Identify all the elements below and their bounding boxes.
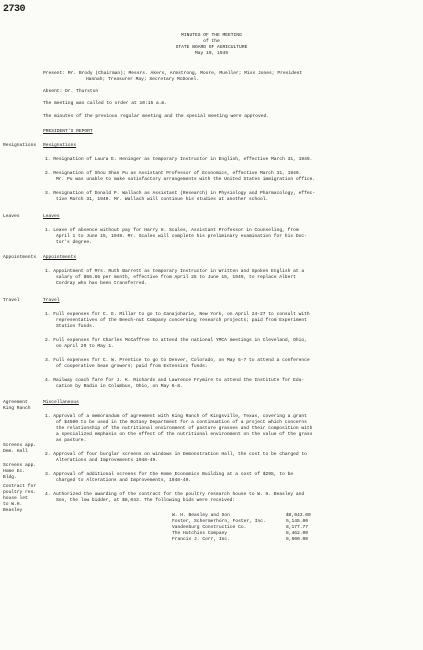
resignation-item-3-cont: tive March 31, 1949. Mr. Wallach will continue his studies at another school.	[56, 197, 269, 202]
resignation-item-1: 1. Resignation of Laura E. Heninger as temporary Instructor in English, effective March 31, 1949.	[45, 157, 313, 162]
called-to-order: The meeting was called to order at 10:15 a.m.	[43, 101, 168, 106]
misc-item-1-cont: of $4500 to be used in the Botany Department for a continuation of a project which concerns	[56, 420, 307, 425]
misc-item-1-cont4: as pasture.	[56, 438, 87, 443]
section-miscellaneous: Miscellaneous	[43, 400, 79, 405]
margin-agreement: Agreement	[3, 400, 28, 405]
report-title: PRESIDENT'S REPORT	[43, 129, 93, 134]
margin-leaves: Leaves	[3, 214, 20, 219]
margin-to-wh: to W.H.	[3, 502, 23, 507]
margin-screens-dem: Screens app.	[3, 443, 37, 448]
meeting-date: May 19, 1949	[194, 51, 229, 56]
present-line-2: Hannah; Treasurer May; Secretary McDonel.	[86, 77, 200, 82]
minutes-title-of: of the	[203, 39, 220, 44]
minutes-approved: The minutes of the previous regular meeting and the special meeting were approved.	[43, 114, 270, 119]
travel-item-3-cont: of cooperative bean growers; paid from Extension funds.	[56, 364, 208, 369]
margin-resignations: Resignations	[3, 143, 37, 148]
leave-item-1: 1. Leave of absence without pay for Harry H. Scales, Assistant Professor in Counseling, from	[45, 228, 299, 233]
margin-home-ec: Home Ec.	[3, 469, 26, 474]
bid-name: Francis J. Corr, Inc.	[172, 537, 230, 542]
margin-contract: Contract for	[3, 484, 37, 489]
appointment-item-1: 1. Appointment of Mrs. Ruth Barrett as temporary Instructor in Written and Spoken English at a	[45, 269, 305, 274]
margin-dem-hall: Dem. Hall	[3, 449, 28, 454]
section-leaves: Leaves	[43, 214, 60, 219]
travel-item-2: 2. Full expenses for Charles McCaffree to attend the national YMCA meetings in Cleveland, Ohio,	[45, 338, 307, 343]
margin-bldg: Bldg.	[3, 475, 17, 480]
travel-item-3: 3. Full expenses for C. W. Prentice to go to Denver, Colorado, on May 5-7 to attend a conference	[45, 358, 310, 363]
bid-name: Foster, Schermerhorn, Foster, Inc.	[172, 519, 266, 524]
leave-item-1-cont2: tor's degree.	[56, 240, 92, 245]
leave-item-1-cont: April 1 to June 15, 1949. Mr. Scales will complete his preliminary examination for his Doc-	[56, 234, 307, 239]
board-name: STATE BOARD OF AGRICULTURE	[175, 45, 248, 50]
travel-item-1: 1. Full expenses for C. E. Millar to go to Canajoharie, New York, on April 24-27 to consult with	[45, 312, 310, 317]
margin-king-ranch: King Ranch	[3, 406, 31, 411]
resignation-item-2: 2. Resignation of Shou Shan Pu as Assistant Professor of Economics, effective March 31, 1949.	[45, 171, 302, 176]
page-number: 2730	[3, 4, 26, 15]
misc-item-1-cont3: a specialized emphasis on the effect of the nutritional environment on the value of the grass	[56, 432, 313, 437]
appointment-item-1-cont: salary of $66.66 per month, effective from April 25 to June 15, 1949, to replace Albert	[56, 275, 296, 280]
travel-item-2-cont: on April 29 to May 1.	[56, 344, 114, 349]
travel-item-1-cont: representatives of the Beech-nut Company concerning research projects; paid from Experiment	[56, 318, 307, 323]
misc-item-2: 2. Approval of four burglar screens on windows in Demonstration Hall, the cost to be charged to	[45, 452, 307, 457]
margin-travel: Travel	[3, 298, 20, 303]
section-resignations: Resignations	[43, 143, 77, 148]
bid-amount: 5,145.00	[286, 519, 309, 524]
margin-beasley: Beasley	[3, 508, 23, 513]
travel-item-4-cont: cation by Radio in Columbus, Ohio, on May 6-8.	[56, 384, 183, 389]
bid-amount: 8,462.00	[286, 531, 309, 536]
section-appointments: Appointments	[43, 255, 77, 260]
bid-name: The Hutchins Company	[172, 531, 228, 536]
bid-name: Vandenburg Construction Co.	[172, 525, 247, 530]
misc-item-4-cont: Son, the low bidder, at $8,043. The following bids were received:	[56, 498, 236, 503]
travel-item-4: 4. Railway coach fare for J. K. Richards and Lawrence Frymire to attend the Institute for Edu-	[45, 378, 305, 383]
margin-house-let: house let	[3, 496, 28, 501]
misc-item-3: 3. Approval of additional screens for the Home Economics Building at a cost of $295, to be	[45, 472, 294, 477]
resignation-item-3: 3. Resignation of Donald P. Wallach as Assistant (Research) in Physiology and Pharmacology, effec-	[45, 191, 316, 196]
bid-amount: $8,043.00	[286, 513, 311, 518]
misc-item-3-cont: charged to Alterations and Improvements, 1948-49.	[56, 478, 192, 483]
resignation-item-2-cont: Mr. Pu was unable to make satisfactory arrangements with the United States immigration office.	[56, 177, 316, 182]
margin-poultry: poultry res.	[3, 490, 37, 495]
bid-name: W. H. Beasley and Son	[172, 513, 230, 518]
misc-item-4: 4. Authorized the awarding of the contract for the poultry research house to W. H. Beasley and	[45, 492, 305, 497]
misc-item-2-cont: Alterations and Improvements 1948-49.	[56, 458, 158, 463]
minutes-title: MINUTES OF THE MEETING	[181, 33, 242, 38]
misc-item-1: 1. Approval of a memorandum of agreement with King Ranch of Kingsville, Texas, covering a grant	[45, 414, 307, 419]
present-line-1: Present: Mr. Brody (Chairman); Messrs. Akers, Armstrong, Moore, Mueller; Miss Jones; President	[43, 71, 303, 76]
bid-amount: 8,177.77	[286, 525, 309, 530]
bid-amount: 8,600.00	[286, 537, 309, 542]
travel-item-1-cont2: Station funds.	[56, 324, 95, 329]
margin-screens-home: Screens app.	[3, 463, 37, 468]
misc-item-1-cont2: the relationship of the nutritional environment of pasture grasses and their composition with	[56, 426, 313, 431]
section-travel: Travel	[43, 298, 60, 303]
margin-appointments: Appointments	[3, 255, 37, 260]
absent-line: Absent: Dr. Thurston	[43, 89, 99, 94]
appointment-item-1-cont2: Cordray who has been transferred.	[56, 281, 147, 286]
